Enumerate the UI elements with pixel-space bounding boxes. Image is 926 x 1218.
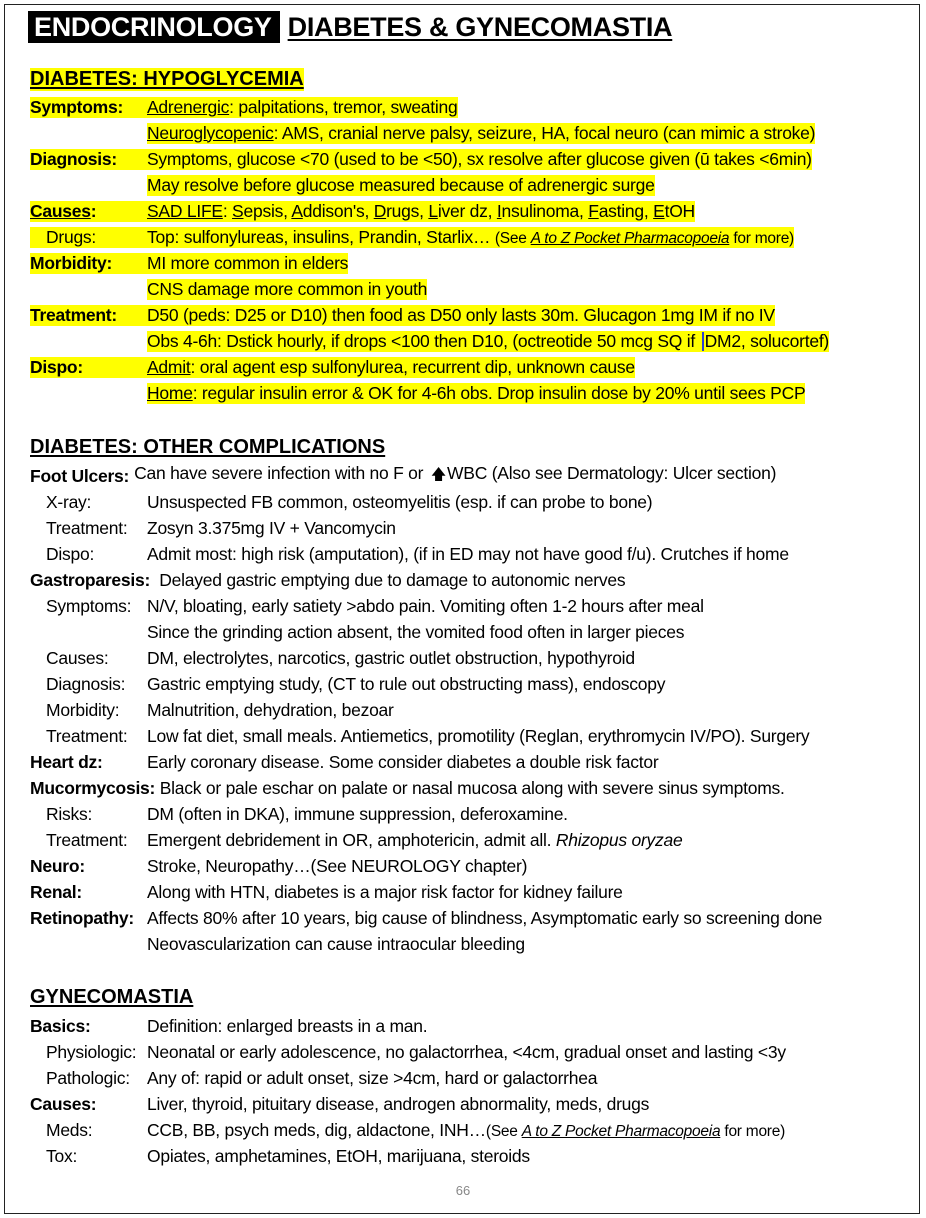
diagnosis-label: Diagnosis: — [30, 149, 147, 170]
gyn-basics-row — [30, 1013, 427, 1039]
drugs-label: Drugs: — [30, 227, 147, 248]
gyn-meds-label: Meds: — [46, 1119, 93, 1140]
gyn-tox-label: Tox: — [46, 1145, 78, 1166]
hypo-diagnosis-row-2 — [30, 172, 655, 198]
pharmacopoeia-ref: A to Z Pocket Pharmacopoeia — [530, 229, 730, 247]
mucormycosis-row — [30, 775, 785, 801]
muco-treatment-row — [30, 827, 683, 853]
gastro-morbidity-label: Morbidity: — [46, 699, 120, 720]
mucormycosis-text: Black or pale eschar on palate or nasal mucosa along with severe sinus symptoms. — [159, 777, 785, 798]
heart-dz-text: Early coronary disease. Some consider diabetes a double risk factor — [147, 751, 659, 772]
hypo-morbidity-row-2 — [30, 276, 427, 302]
dispo-home: Home: regular insulin error & OK for 4-6h obs. Drop insulin dose by 20% until sees PCP — [147, 382, 806, 403]
gyn-meds-text: CCB, BB, psych meds, dig, aldactone, INH…(See A to Z Pocket Pharmacopoeia for more) — [147, 1119, 786, 1140]
hypo-diagnosis-row — [30, 146, 812, 172]
foot-ulcers-label: Foot Ulcers: — [30, 465, 130, 486]
muco-treatment-label: Treatment: — [46, 829, 128, 850]
retinopathy-label: Retinopathy: — [30, 907, 134, 928]
foot-treatment-label: Treatment: — [46, 517, 128, 538]
gyn-basics-label: Basics: — [30, 1015, 91, 1036]
gastro-diagnosis-label: Diagnosis: — [46, 673, 126, 694]
renal-row — [30, 879, 623, 905]
retinopathy-text-2: Neovascularization can cause intraocular bleeding — [147, 933, 525, 954]
gastro-symptoms-row — [30, 593, 704, 619]
foot-dispo-label: Dispo: — [46, 543, 95, 564]
retinopathy-row — [30, 905, 822, 931]
dispo-label: Dispo: — [30, 357, 147, 378]
muco-treatment-text: Emergent debridement in OR, amphotericin, admit all. Rhizopus oryzae — [147, 829, 683, 850]
gastro-diagnosis-row — [30, 671, 665, 697]
symptoms-adrenergic: Adrenergic: palpitations, tremor, sweating — [147, 96, 458, 117]
renal-label: Renal: — [30, 881, 82, 902]
symptoms-neuroglycopenic: Neuroglycopenic: AMS, cranial nerve palsy, seizure, HA, focal neuro (can mimic a stroke) — [147, 122, 816, 143]
pharmacopoeia-ref-2: A to Z Pocket Pharmacopoeia — [521, 1122, 721, 1140]
gastro-causes-label: Causes: — [46, 647, 109, 668]
gastro-treatment-label: Treatment: — [46, 725, 128, 746]
foot-ulcers-text: Can have severe infection with no F or 🡅WBC (Also see Dermatology: Ulcer section) — [134, 463, 776, 489]
foot-dispo-text: Admit most: high risk (amputation), (if in ED may not have good f/u). Crutches if home — [147, 543, 789, 564]
gastro-causes-text: DM, electrolytes, narcotics, gastric outlet obstruction, hypothyroid — [147, 647, 635, 668]
gyn-tox-row — [30, 1143, 530, 1169]
muco-risks-text: DM (often in DKA), immune suppression, deferoxamine. — [147, 803, 568, 824]
hypo-causes-row — [30, 198, 695, 224]
hypo-symptoms-row — [30, 94, 458, 120]
causes-label: Causes: — [30, 201, 147, 222]
morbidity-text-2: CNS damage more common in youth — [147, 278, 428, 299]
gyn-causes-text: Liver, thyroid, pituitary disease, androgen abnormality, meds, drugs — [147, 1093, 650, 1114]
dispo-admit: Admit: oral agent esp sulfonylurea, recurrent dip, unknown cause — [147, 356, 635, 377]
gastro-diagnosis-text: Gastric emptying study, (CT to rule out obstructing mass), endoscopy — [147, 673, 666, 694]
causes-mnemonic: SAD LIFE: Sepsis, Addison's, Drugs, Liver dz, Insulinoma, Fasting, EtOH — [147, 200, 695, 221]
gastro-symptoms-text: N/V, bloating, early satiety >abdo pain. Vomiting often 1-2 hours after meal — [147, 595, 704, 616]
morbidity-label: Morbidity: — [30, 253, 147, 274]
gyn-causes-label: Causes: — [30, 1093, 97, 1114]
text-cursor — [702, 332, 704, 351]
treatment-label: Treatment: — [30, 305, 147, 326]
mucormycosis-label: Mucormycosis: — [30, 777, 160, 798]
hypo-dispo-row — [30, 354, 635, 380]
treatment-text-1: D50 (peds: D25 or D10) then food as D50 only lasts 30m. Glucagon 1mg IM if no IV — [147, 304, 775, 325]
foot-xray-row — [30, 489, 652, 515]
gyn-physiologic-label: Physiologic: — [46, 1041, 137, 1062]
gyn-basics-text: Definition: enlarged breasts in a man. — [147, 1015, 428, 1036]
gastroparesis-row — [30, 567, 625, 593]
gyn-physiologic-text: Neonatal or early adolescence, no galactorrhea, <4cm, gradual onset and lasting <3y — [147, 1041, 786, 1062]
heart-dz-row — [30, 749, 658, 775]
gyn-meds-row — [30, 1117, 785, 1143]
renal-text: Along with HTN, diabetes is a major risk factor for kidney failure — [147, 881, 623, 902]
xray-text: Unsuspected FB common, osteomyelitis (esp. if can probe to bone) — [147, 491, 653, 512]
gastro-treatment-row — [30, 723, 809, 749]
retinopathy-row-2 — [30, 931, 525, 957]
page-number: 66 — [455, 1183, 471, 1198]
page-title: DIABETES & GYNECOMASTIA — [287, 11, 673, 42]
gastro-symptoms-label: Symptoms: — [46, 595, 132, 616]
hypo-dispo-row-2 — [30, 380, 805, 406]
diagnosis-text-2: May resolve before glucose measured because of adrenergic surge — [147, 174, 655, 195]
hypo-treatment-row-2 — [30, 328, 829, 354]
muco-risks-label: Risks: — [46, 803, 93, 824]
drugs-text: Top: sulfonylureas, insulins, Prandin, Starlix… (See A to Z Pocket Pharmacopoeia for more) — [147, 226, 794, 247]
xray-label: X-ray: — [46, 491, 92, 512]
hypo-symptoms-row-2 — [30, 120, 815, 146]
gyn-causes-row — [30, 1091, 649, 1117]
neuro-label: Neuro: — [30, 855, 85, 876]
neuro-row — [30, 853, 527, 879]
hypo-treatment-row — [30, 302, 775, 328]
gastro-morbidity-text: Malnutrition, dehydration, bezoar — [147, 699, 394, 720]
gastro-treatment-text: Low fat diet, small meals. Antiemetics, promotility (Reglan, erythromycin IV/PO). Surgery — [147, 725, 810, 746]
gastro-morbidity-row — [30, 697, 394, 723]
foot-treatment-row — [30, 515, 396, 541]
foot-dispo-row — [30, 541, 789, 567]
chapter-tag: ENDOCRINOLOGY — [28, 11, 280, 43]
gyn-pathologic-label: Pathologic: — [46, 1067, 130, 1088]
gastro-symptoms-text-2: Since the grinding action absent, the vomited food often in larger pieces — [147, 621, 685, 642]
neuro-text: Stroke, Neuropathy…(See NEUROLOGY chapter) — [147, 855, 528, 876]
muco-risks-row — [30, 801, 568, 827]
section-title-hypoglycemia: DIABETES: HYPOGLYCEMIA — [30, 68, 304, 90]
hypo-morbidity-row — [30, 250, 348, 276]
treatment-text-2: Obs 4-6h: Dstick hourly, if drops <100 then D10, (octreotide 50 mcg SQ if DM2, solucortef) — [147, 330, 830, 351]
gastroparesis-label: Gastroparesis: — [30, 569, 160, 590]
symptoms-label: Symptoms: — [30, 97, 147, 118]
page-header — [28, 10, 672, 44]
hypo-drugs-row — [30, 224, 794, 250]
retinopathy-text: Affects 80% after 10 years, big cause of blindness, Asymptomatic early so screening done — [147, 907, 823, 928]
diagnosis-text-1: Symptoms, glucose <70 (used to be <50), sx resolve after glucose given (ū takes <6min) — [147, 148, 812, 169]
heart-dz-label: Heart dz: — [30, 751, 103, 772]
section-title-other-complications: DIABETES: OTHER COMPLICATIONS — [30, 436, 386, 458]
section-title-gynecomastia: GYNECOMASTIA — [30, 986, 194, 1008]
foot-treatment-text: Zosyn 3.375mg IV + Vancomycin — [147, 517, 396, 538]
gastro-symptoms-row-2 — [30, 619, 684, 645]
gyn-physiologic-row — [30, 1039, 786, 1065]
morbidity-text-1: MI more common in elders — [147, 252, 349, 273]
gyn-pathologic-row — [30, 1065, 597, 1091]
up-arrow-icon: 🡅 — [430, 466, 447, 483]
gastro-causes-row — [30, 645, 635, 671]
gyn-pathologic-text: Any of: rapid or adult onset, size >4cm, hard or galactorrhea — [147, 1067, 598, 1088]
gyn-tox-text: Opiates, amphetamines, EtOH, marijuana, steroids — [147, 1145, 530, 1166]
foot-ulcers-row — [30, 463, 776, 489]
gastroparesis-text: Delayed gastric emptying due to damage to autonomic nerves — [159, 569, 626, 590]
